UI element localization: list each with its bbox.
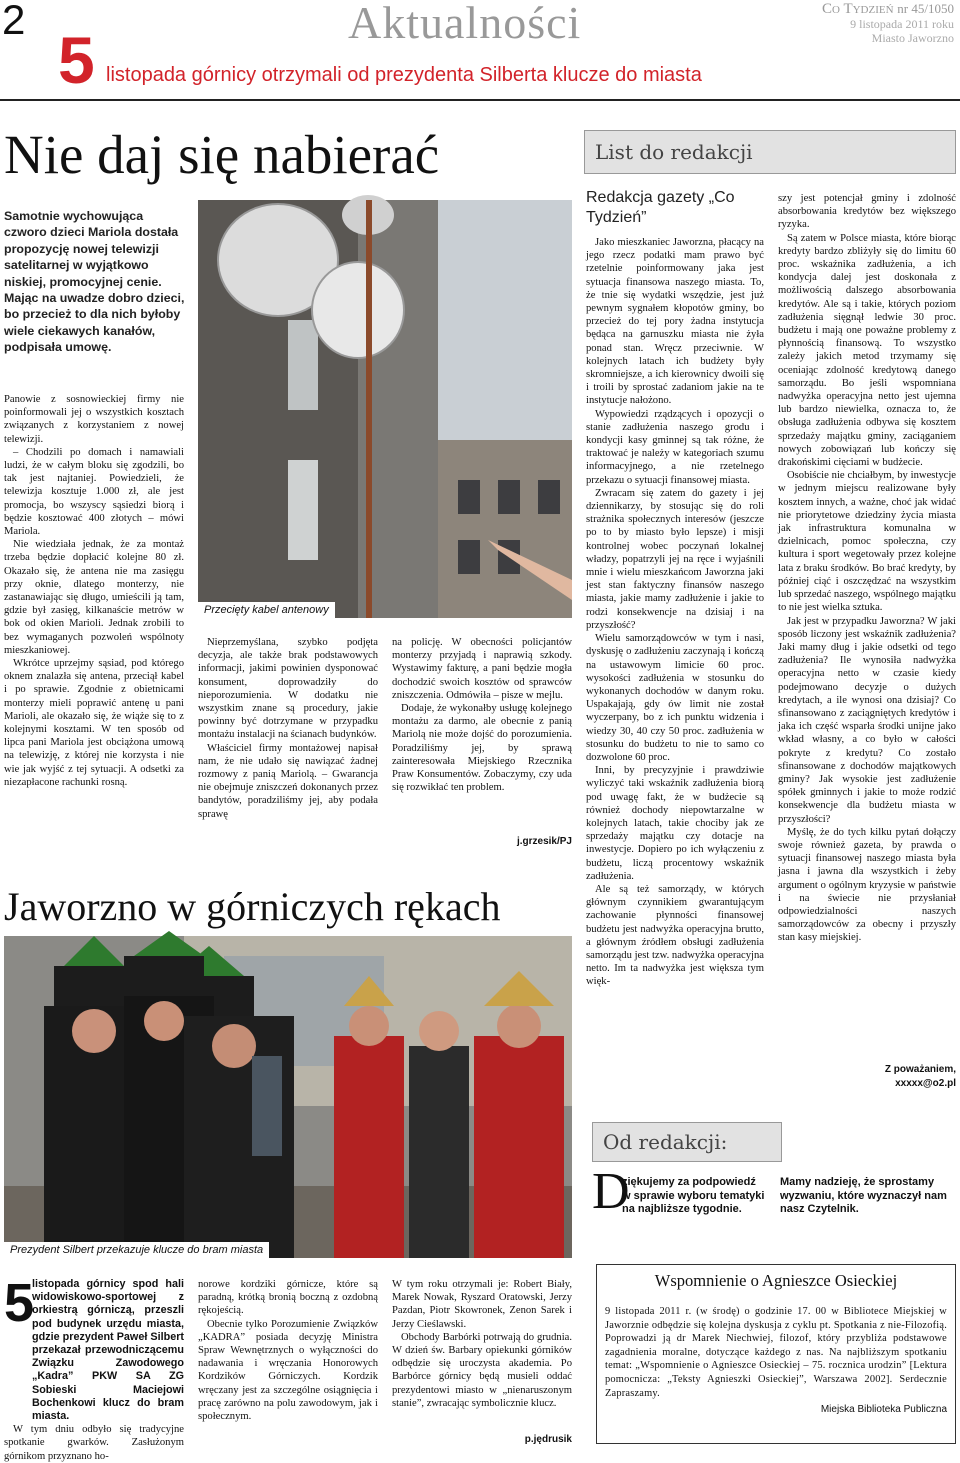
article2-dropcap: 5 bbox=[4, 1273, 35, 1333]
article2-headline: Jaworzno w górniczych rękach bbox=[4, 884, 501, 929]
letters-box-title: List do redakcji bbox=[584, 130, 956, 174]
ceremony-photo bbox=[4, 936, 572, 1258]
memorial-title: Wspomnienie o Agnieszce Osieckiej bbox=[654, 1271, 898, 1290]
article-column-2 bbox=[198, 636, 378, 821]
paragraph: W tym dniu odbyło się tradycyjne spotkanie gwarków. Zasłużonym górnikom przyznano ho- bbox=[4, 1424, 184, 1462]
paragraph: na policję. W obecności policjantów monterzy przyjadą i naprawią szkody. Wystawimy fakturę, a pani będzie mogła dochodzić swoich kosztów od sprawców zniszczenia. Odmówiła – pisze w mejlu. bbox=[392, 637, 572, 701]
article2-column-1 bbox=[4, 1273, 184, 1463]
paragraph: Dodaje, że wykonałby usługę kolejnego montażu za darmo, ale obecnie z panią Mariolą nie może dojść do porozumienia. Poradziliśmy jej, by sprawą zainteresowała Miejskiego Rzecznika Praw Konsumentów. Zobaczymy, czy uda się rozwikłać ten problem. bbox=[392, 703, 572, 794]
paragraph: szy jest potencjał gminy i zdolność absorbowania kredytów bez większego ryzyka. bbox=[778, 193, 956, 231]
paragraph: Jako mieszkaniec Jaworzna, płacący na jego rzecz podatki mam prawo być rzetelnie poinformowany jaka jest sytuacja finansowa naszego miasta. To, że tnie się wydatki wszędzie, jest już pewnym sygnałem kłopotów gminy, bo przecież do tej pory żadna instytucja będąca na garnuszku miasta nie żyła ponad stan. Wręcz przeciwnie. W kolejnych latach ich budżety były skromniejsze, a ich kierownicy dwoili się i troili by sprostać zadaniom jakie na te instytucje nałożono. bbox=[586, 237, 764, 407]
headline-date-digit: 5 bbox=[58, 23, 95, 97]
paragraph: Zwracam się zatem do gazety i jej dziennikarzy, by stosując się do roli strażnika społecznych interesów (jeszcze po to by miasto było lepsze) i misji kontrolnej wobec poczynań lokalnej władzy, popatrzyli jej na ręce i wyjaśnili mnie i wielu mieszkańcom Jaworzna jaki jest stan faktyczny finansów naszego miasta, jakie mamy zadłużenie i jakie to rodzi konsekwencje na dzisiaj i na przyszłość? bbox=[586, 487, 764, 631]
article-column-3 bbox=[392, 636, 572, 794]
letters-address: Redakcja gazety „Co Tydzień” bbox=[586, 189, 735, 226]
article-lead: Samotnie wychowująca czworo dzieci Mariola dostała propozycję nowej telewizji satelitarnej w wyjątkowo niskiej, promocyjnej cenie. Mając na uwadze dobro dzieci, bo przecież to dla nich byłoby wiele ciekawych kanałów, podpisała umowę. bbox=[4, 209, 185, 355]
issue-number: nr 45/1050 bbox=[897, 1, 954, 16]
memorial-signature: Miejska Biblioteka Publiczna bbox=[820, 1404, 947, 1416]
paragraph: Obecnie tylko Porozumienie Związków „KADRA” posiada decyzję Ministra Spraw Wewnętrznych o wyłączności do nadawania i wręczania Honorowych Kordzików Górniczych. Kordzik wręczany jest za szczególne osiągnięcia i pracę zarówno na polu zawodowym, jak i społecznym. bbox=[198, 1318, 378, 1423]
letters-greeting: Z poważaniem, bbox=[884, 1064, 956, 1075]
paragraph: Osobiście nie chciałbym, by inwestycje w jednym miejscu realizowane były kosztem innych, a ważne, choć jak widać nie priorytetowe dziedziny życia miasta jak infrastruktura komunalna w dzielnicach, pomoc społeczna, czy kultura i sport wegetowały przez kolejne lata z braku środków. Bo brać kredyty, by później ciąć i oszczędzać na wszystkim lub sprzedać naszego, wspólnego majątku to nie jest wielka sztuka. bbox=[778, 470, 956, 614]
article-column-1 bbox=[4, 393, 184, 789]
memorial-box bbox=[596, 1264, 956, 1444]
article-headline: Nie daj się nabierać bbox=[4, 124, 440, 185]
letters-column-1 bbox=[586, 236, 764, 989]
article2-column-3 bbox=[392, 1278, 572, 1410]
memorial-text: 9 listopada 2011 r. (w środę) o godzinie 17. 00 w Bibliotece Miejskiej w Jaworznie odbędzie się kolejna dyskusja z cyklu pt. Spotkania z nie-Filozofią. Poprowadzi ją dr Marek Niechwiej, filozof, który przybliża podstawowe zagadnienia moralne, dotyczące każdego z nas. Na najbliższym spotkaniu temat: „Wspomnienie o Agnieszce Osieckiej – 75. rocznica urodzin” [Lektura pomocnicza: „Teksty Agnieszki Osieckiej”, Warszawa 2002]. Serdecznie Zapraszamy. bbox=[605, 1306, 947, 1399]
editorial-box-title: Od redakcji: bbox=[592, 1122, 782, 1162]
article2-lead: listopada górnicy spod hali widowiskowo-sportowej z orkiestrą górniczą, przeszli pod budynek urzędu miasta, gdzie prezydent Paweł Silbert przekazał przewodniczącemu Związku Zawodowego „Kadra” PKW SA ZG Sobieski Maciejowi Bochenkowi klucz do bram miasta. bbox=[32, 1278, 184, 1423]
antenna-photo bbox=[198, 200, 572, 618]
paragraph: Wkrótce uprzejmy sąsiad, pod którego oknem znalazła się antena, przeciął kabel i po sprawie. Zgodnie z obietnicami monterzy mieli poprawić antenę u pani Marioli, ale okazało się, że wiąże się to z kolejnymi kosztami. W ten sposób od lipca pani Mariola jest obciążona umową na telewizję, z której nie korzysta i nie wie jak wyjść z tej sytuacji. A odsetki za niezapłacone rachunki rosną. bbox=[4, 658, 184, 788]
header-rule bbox=[0, 99, 960, 101]
paragraph: Wypowiedzi rządzących i opozycji o stanie zadłużenia naszego grodu i kondycji kasy gminnej są tak różne, że traktować je należy w kategoriach szumu informacyjnego, a nie rzetelnego przekazu o sytuacji finansowej miasta. bbox=[586, 408, 764, 486]
issue-city: Miasto Jaworzno bbox=[871, 31, 954, 45]
paragraph: Jak jest w przypadku Jaworzna? W jaki sposób liczony jest wskaźnik zadłużenia? Jaki mamy dług i jakie odsetki od tego zadłużenia? Ile wynosiła nadwyżka operacyjna netto w czasie kiedy podejmowano decyzje o dużych kredytach, a ile wynosi ona dzisiaj? Co sfinansowano z zaciągniętych kredytów i jaka ich część wsparła środki unijne jako wkład własny, a co było w całości pokryte z kredytu? Co zostało sfinansowane z dochodów majątkowych gminy? Jak wysokie jest zadłużenie spółek gminnych i jakie to może rodzić konsekwencje dla budżetu miasta w przyszłości? bbox=[778, 615, 956, 825]
page-number: 2 bbox=[2, 0, 26, 43]
article2-signature: p.jędrusik bbox=[524, 1434, 572, 1445]
photo-caption: Przecięty kabel antenowy bbox=[198, 602, 335, 618]
paper-name: Co Tydzień bbox=[822, 1, 894, 17]
paragraph: Właściciel firmy montażowej napisał nam, że nie udało się nawiązać żadnej rozmowy z panią Mariolą. – Gwarancja nie obejmuje zniszczeń dokonanych przez bandytów, poradziliśmy jej, aby podała sprawę bbox=[198, 742, 378, 820]
paper-masthead bbox=[822, 1, 954, 17]
editorial-text-2: Mamy nadzieję, że sprostamy wyzwaniu, które wyznaczył nam nasz Czytelnik. bbox=[780, 1176, 947, 1215]
paragraph: Są zatem w Polsce miasta, które biorąc kredyty bardzo zbliżyły się do limitu 60 proc. wskaźnika zadłużenia, a ich kondycja dalej jest doskonała z możliwością dalszego absorbowania kredytów. Ale są i takie, których poziom zadłużenia sięgnął ledwie 30 proc. budżetu i mają one poważne problemy z płynnością finansową. To wszystko zależy jakich metod trzymamy się oceniając zdolność kredytową danego samorządu. Bo jeśli wspomniana nadwyżka operacyjna netto jest ujemna lub bardzo niewielka, oznacza to, że obsługa zadłużenia odbywa się kosztem sprzedaży majątku gminy, zaciąganiem nowych zobowiązań lub kończy się drakońskimi cięciami w budżecie. bbox=[778, 232, 956, 469]
paragraph: Panowie z sosnowieckiej firmy nie poinformowali jej o wszystkich kosztach związanych z korzystaniem z nowej telewizji. bbox=[4, 394, 184, 445]
photo-caption: Prezydent Silbert przekazuje klucze do bram miasta bbox=[4, 1242, 269, 1258]
paragraph: W tym roku otrzymali je: Robert Biały, Marek Nowak, Ryszard Oratowski, Jerzy Pazdan, Piotr Skowronek, Zenon Sarek i Jerzy Cieślawski. bbox=[392, 1279, 572, 1330]
paragraph: Inni, by precyzyjnie i prawdziwie wyliczyć taki wskaźnik zadłużenia biorą pod uwagę fakt, że w budżecie są również dochody niepowtarzalne w kolejnych latach, takie chociby jak ze sprzedaży majątku czy dotacje na inwestycje. Dopiero po ich wyłączeniu z budżetu, liczą procentowy wskaźnik zadłużenia. bbox=[586, 765, 764, 882]
editorial-text-1: ziękujemy za podpowiedź w sprawie wyboru tematyki na najbliższe tygodnie. bbox=[622, 1176, 765, 1215]
paragraph: Obchody Barbórki potrwają do grudnia. W dzień św. Barbary opiekunki górników odbędzie się uroczysta akademia. Po Barbórce górnicy będą musieli oddać prezydentowi miasto w „nienaruszonym stanie”, zwracając symbolicznie klucz. bbox=[392, 1331, 572, 1409]
issue-date: 9 listopada 2011 roku bbox=[850, 17, 954, 31]
paragraph: – Chodzili po domach i namawiali ludzi, że w całym bloku się zgodzili, bo tak jest najtaniej. Powiedzieli, że telewizja kosztuje 1.000 zł, ale jest promocja, bo wszyscy sąsiedzi biorą i będzie kosztować 400 złotych – mówi Mariola. bbox=[4, 446, 184, 538]
letters-column-2 bbox=[778, 192, 956, 945]
paragraph: Ale są też samorządy, w których głównym czynnikiem gwarantującym zachowanie płynności finansowej budżetu jest nadwyżka operacyjna brutto, a głównym źródłem obsługi zadłużenia samorządu jest tzw. nadwyżka operacyjna netto. Im ta nadwyżka jest większa tym więk- bbox=[586, 883, 764, 988]
editorial-dropcap: D bbox=[592, 1163, 630, 1220]
paragraph: Wielu samorządowców w tym i nasi, dyskusję o zadłużeniu zaczynają i kończą na ustawowym limicie 60 proc. wysokości zadłużenia w stosunku do wykonanych dochodów w danym roku. Uspakajają, gdy ów limit nie został wyczerpany, bo z ich punktu widzenia i wiedzy 30, 40 czy 50 proc. zadłużenia w stosunku do budżetu to nie to samo co dozwolone 60 proc. bbox=[586, 633, 764, 763]
headline-date-text: listopada górnicy otrzymali od prezydenta Silberta klucze do miasta bbox=[106, 64, 702, 86]
letters-email: xxxxx@o2.pl bbox=[895, 1078, 956, 1089]
ceremony-photo-illustration bbox=[4, 936, 572, 1258]
article2-column-2 bbox=[198, 1278, 378, 1423]
paragraph: Nieprzemyślana, szybko podjęta decyzja, ale także brak podstawowych informacji, jakimi powinien dysponować konsument, doprowadziły do nieporozumienia. W dodatku nie wszystkim znane są procedury, jakie powinny być dotrzymane w przypadku montażu instalacji na ścianach budynków. bbox=[198, 637, 378, 741]
article-signature: j.grzesik/PJ bbox=[516, 836, 572, 847]
paragraph: Myślę, że do tych kilku pytań dołączy swoje również gazeta, by prawda o sytuacji finansowej naszego miasta była jasna i jawna dla wszystkich i żeby argument o ogólnym kryzysie w państwie i na świecie nie przysłaniał odpowiedzialności naszych samorządowców za obecny i przyszły stan kasy miejskiej. bbox=[778, 826, 956, 944]
paragraph: Nie wiedziała jednak, że za montaż trzeba będzie dopłacić kolejne 80 zł. Okazało się, że antena nie ma zasięgu przy oknie, dlatego monterzy, nie zastanawiając się długo, umieścili ją tam, gdzie był zasięg, kilkanaście metrów w bok od okien Marioli. Jednak zrobili to bez wymaganych pozwoleń wspólnoty mieszkaniowej. bbox=[4, 539, 184, 656]
paragraph: norowe kordziki górnicze, które są paradną, krótką bronią boczną z ozdobną rękojeścią. bbox=[198, 1279, 378, 1317]
antenna-photo-illustration bbox=[198, 200, 572, 618]
section-title: Aktualności bbox=[348, 0, 582, 48]
